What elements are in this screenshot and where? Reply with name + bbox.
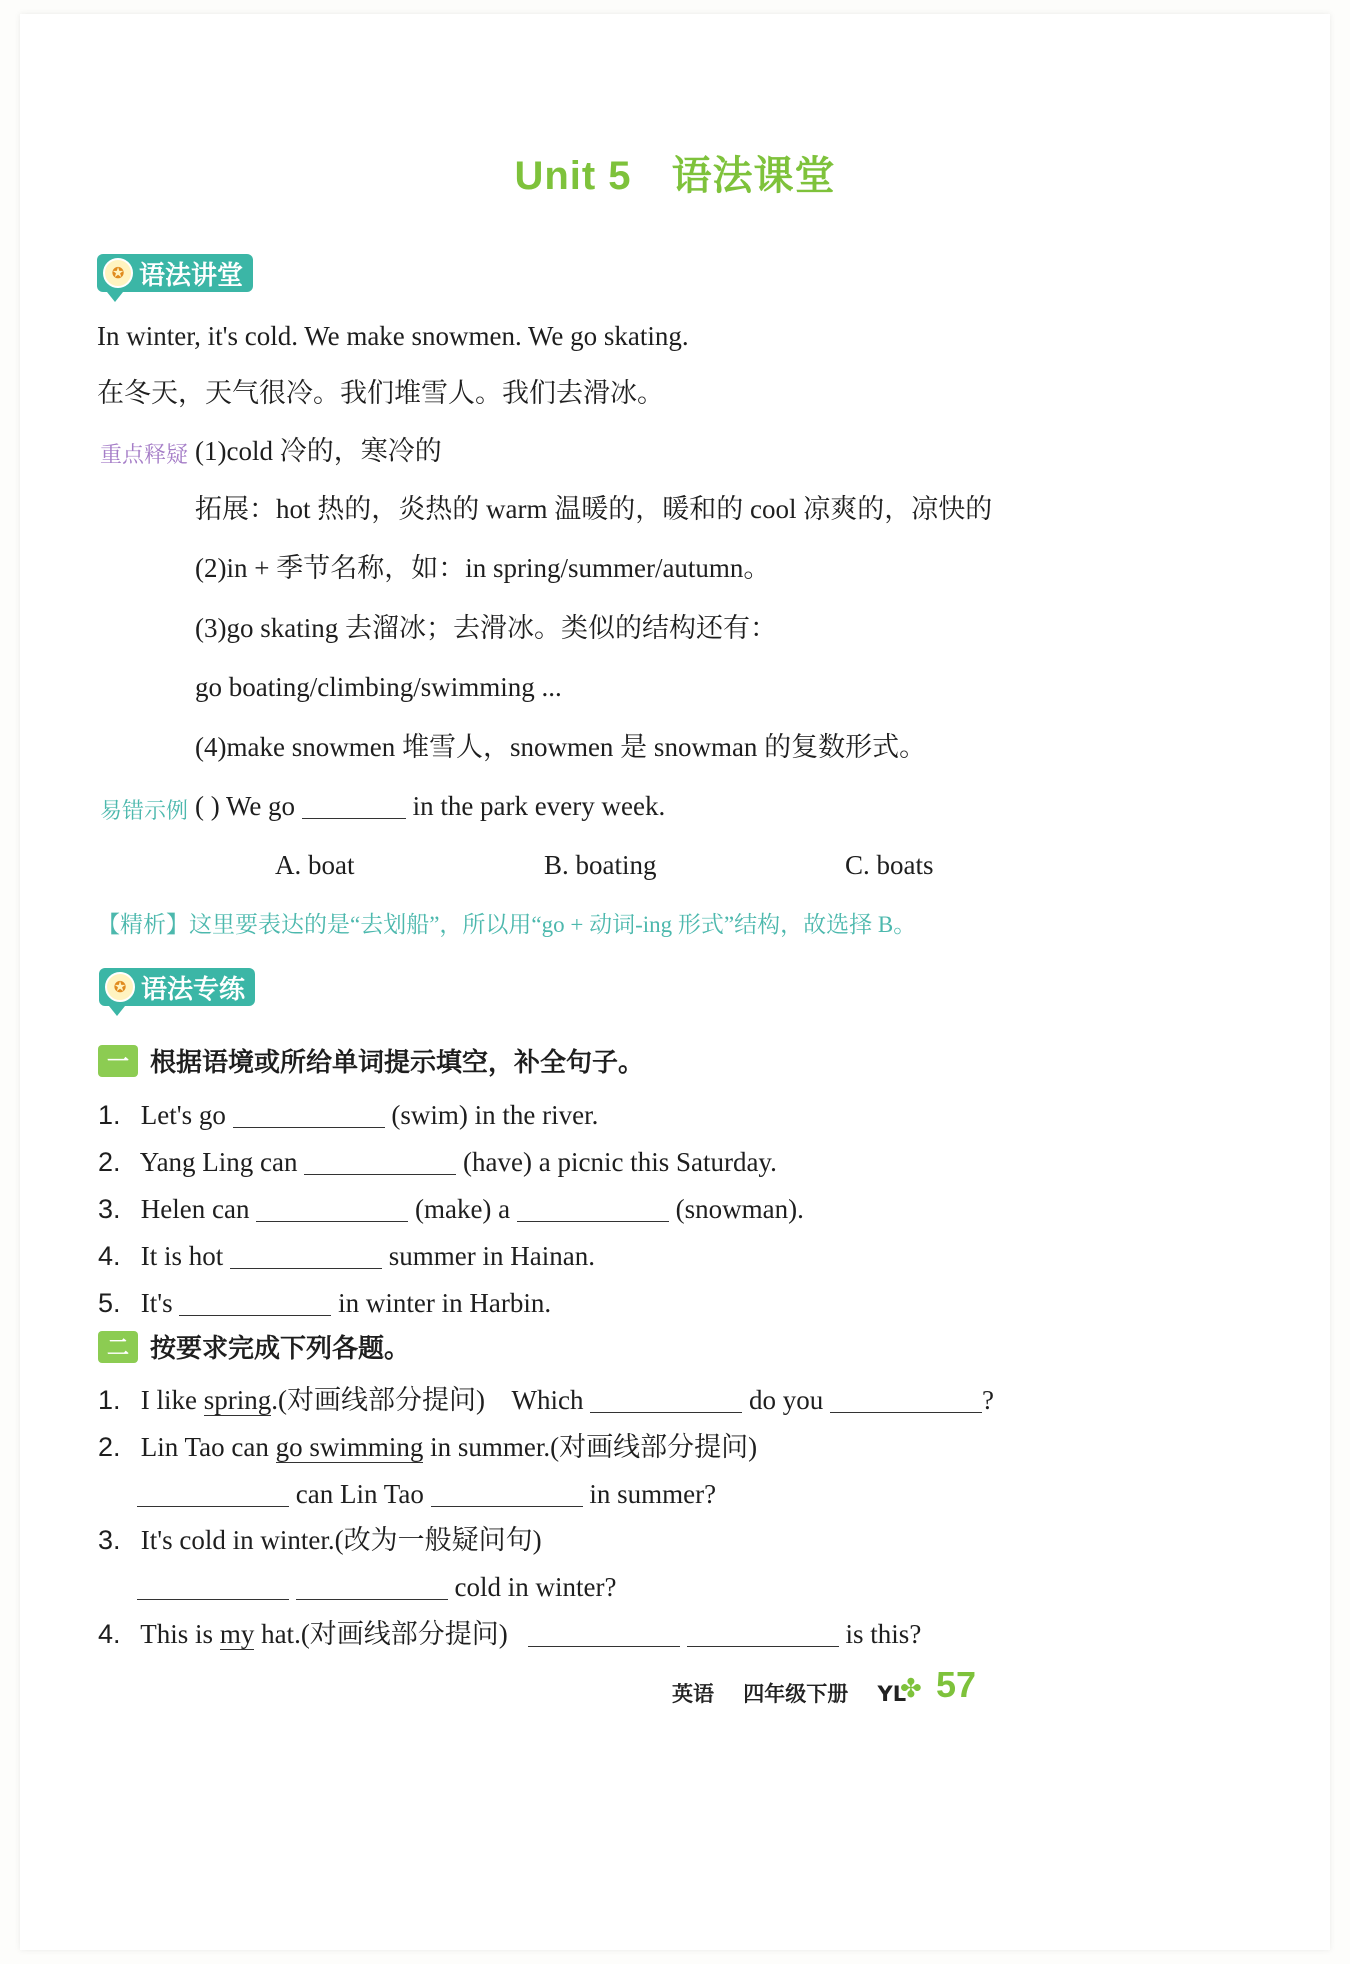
analysis-note: 【精析】这里要表达的是“去划船”，所以用“go + 动词-ing 形式”结构，故选择 B。 — [97, 912, 917, 937]
lecture-badge — [97, 254, 253, 292]
answer-blank[interactable] — [517, 1193, 669, 1222]
answer-blank[interactable] — [256, 1193, 408, 1222]
answer-blank[interactable] — [687, 1618, 839, 1647]
answer-blank[interactable] — [296, 1571, 448, 1600]
underlined-word: spring — [203, 1385, 272, 1415]
section-number: 二 — [98, 1331, 138, 1363]
bulb-icon: ✪ — [103, 258, 133, 288]
underlined-word: my — [219, 1619, 255, 1649]
s2-question-3-answer: cold in winter? — [137, 1570, 616, 1604]
option-a[interactable]: A. boat — [275, 850, 355, 880]
title-cn: 语法课堂 — [671, 154, 836, 198]
example-sentence-en: In winter, it's cold. We make snowmen. We go skating. — [97, 321, 689, 351]
s1-question-4: 4. It is hot summer in Hainan. — [98, 1241, 596, 1271]
underlined-word: go swimming — [275, 1432, 424, 1462]
key-points-label: 重点释疑 — [100, 443, 189, 468]
key-point-3b: go boating/climbing/swimming ... — [195, 672, 562, 702]
example-sentence-cn: 在冬天，天气很冷。我们堆雪人。我们去滑冰。 — [97, 378, 664, 408]
unit-label: Unit 5 — [514, 154, 632, 198]
footer-grade: 四年级下册 — [743, 1682, 849, 1706]
key-point-extension: 拓展：hot 热的，炎热的 warm 温暖的，暖和的 cool 凉爽的，凉快的 — [195, 494, 993, 524]
bulb-icon: ✪ — [105, 972, 135, 1002]
workbook-page — [20, 14, 1330, 1950]
leaf-icon: ✤ — [900, 1674, 922, 1703]
s2-question-3: 3. It's cold in winter.(改为一般疑问句) — [98, 1525, 542, 1555]
mistake-label: 易错示例 — [100, 799, 189, 824]
answer-blank[interactable] — [830, 1384, 982, 1413]
s2-question-1: 1. I like spring.(对画线部分提问) Which do you ? — [98, 1385, 994, 1415]
section-number: 一 — [98, 1045, 138, 1077]
answer-blank[interactable] — [179, 1287, 331, 1316]
answer-blank[interactable] — [431, 1478, 583, 1507]
s2-question-2: 2. Lin Tao can go swimming in summer.(对画线部分提问) — [98, 1432, 758, 1462]
page-number: 57 — [936, 1664, 977, 1705]
key-point-1: (1)cold 冷的，寒冷的 — [195, 436, 442, 466]
s1-question-2: 2. Yang Ling can (have) a picnic this Saturday. — [98, 1147, 777, 1177]
footer — [672, 1678, 906, 1708]
key-point-4: (4)make snowmen 堆雪人，snowmen 是 snowman 的复数形式。 — [195, 732, 927, 762]
answer-blank[interactable] — [528, 1618, 680, 1647]
section-title: 按要求完成下列各题。 — [150, 1334, 411, 1364]
mistake-question: ( ) We go in the park every week. — [195, 791, 666, 821]
s1-question-3: 3. Helen can (make) a (snowman). — [98, 1194, 804, 1224]
key-point-3: (3)go skating 去溜冰；去滑冰。类似的结构还有： — [195, 613, 777, 643]
answer-blank[interactable] — [304, 1146, 456, 1175]
answer-blank[interactable] — [233, 1099, 385, 1128]
option-c[interactable]: C. boats — [845, 850, 934, 880]
s1-question-5: 5. It's in winter in Harbin. — [98, 1288, 552, 1318]
footer-edition: YL — [877, 1682, 907, 1706]
section-title: 根据语境或所给单词提示填空，补全句子。 — [150, 1048, 645, 1078]
answer-blank[interactable] — [230, 1240, 382, 1269]
s2-question-4: 4. This is my hat.(对画线部分提问) is this? — [98, 1619, 922, 1649]
option-b[interactable]: B. boating — [544, 850, 657, 880]
answer-blank[interactable] — [590, 1384, 742, 1413]
practice-badge — [99, 968, 255, 1006]
s1-question-1: 1. Let's go (swim) in the river. — [98, 1100, 599, 1130]
key-point-2: (2)in + 季节名称，如：in spring/summer/autumn。 — [195, 553, 771, 583]
s2-question-2-answer: can Lin Tao in summer? — [137, 1477, 716, 1511]
answer-blank[interactable] — [137, 1478, 289, 1507]
answer-paren[interactable]: ( ) — [195, 791, 220, 821]
footer-subject: 英语 — [672, 1682, 714, 1706]
section-2-heading — [98, 1328, 410, 1365]
lecture-badge-label: 语法讲堂 — [139, 260, 244, 291]
practice-badge-label: 语法专练 — [141, 974, 246, 1005]
answer-blank[interactable] — [302, 790, 406, 819]
section-1-heading — [98, 1042, 644, 1079]
answer-blank[interactable] — [137, 1571, 289, 1600]
page-title — [20, 144, 1330, 201]
